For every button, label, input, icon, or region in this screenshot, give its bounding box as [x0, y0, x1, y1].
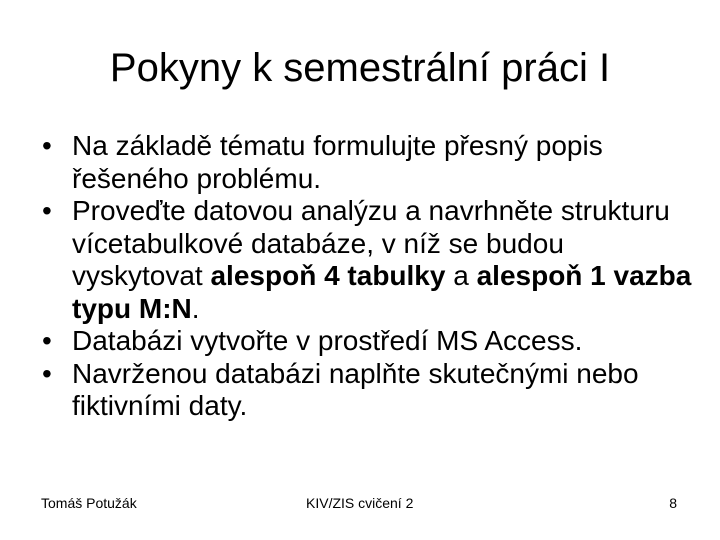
bullet-text: Databázi vytvořte v prostředí MS Access. [72, 325, 583, 356]
slide-title: Pokyny k semestrální práci I [109, 46, 611, 90]
bullet-item [40, 195, 700, 325]
bullet-list [40, 130, 700, 423]
footer-author: Tomáš Potužák [41, 495, 137, 511]
bullet-item [40, 130, 700, 195]
bullet-text-part: Proveďte datovou analýzu a navrhněte strukturu vícetabulkové databáze, v níž se budou vyskytovat [72, 195, 670, 291]
footer-course: KIV/ZIS cvičení 2 [306, 495, 414, 511]
bullet-text: Navrženou databázi naplňte skutečnými nebo fiktivními daty. [72, 357, 639, 421]
bullet-marker: • [42, 357, 52, 389]
bullet-text-part: . [191, 292, 200, 324]
bullet-item [40, 325, 700, 358]
bullet-text-bold: alespoň 1 vazba typu M:N [72, 260, 692, 324]
bullet-text: Na základě tématu formulujte přesný popis řešeného problému. [72, 130, 603, 194]
bullet-text-bold: alespoň 4 tabulky [210, 260, 446, 291]
footer-page-number: 8 [669, 495, 677, 511]
bullet-marker: • [42, 195, 52, 226]
bullet-text-part: a [445, 260, 477, 291]
bullet-marker: • [42, 130, 52, 161]
bullet-marker: • [42, 325, 52, 356]
bullet-item [40, 358, 700, 423]
